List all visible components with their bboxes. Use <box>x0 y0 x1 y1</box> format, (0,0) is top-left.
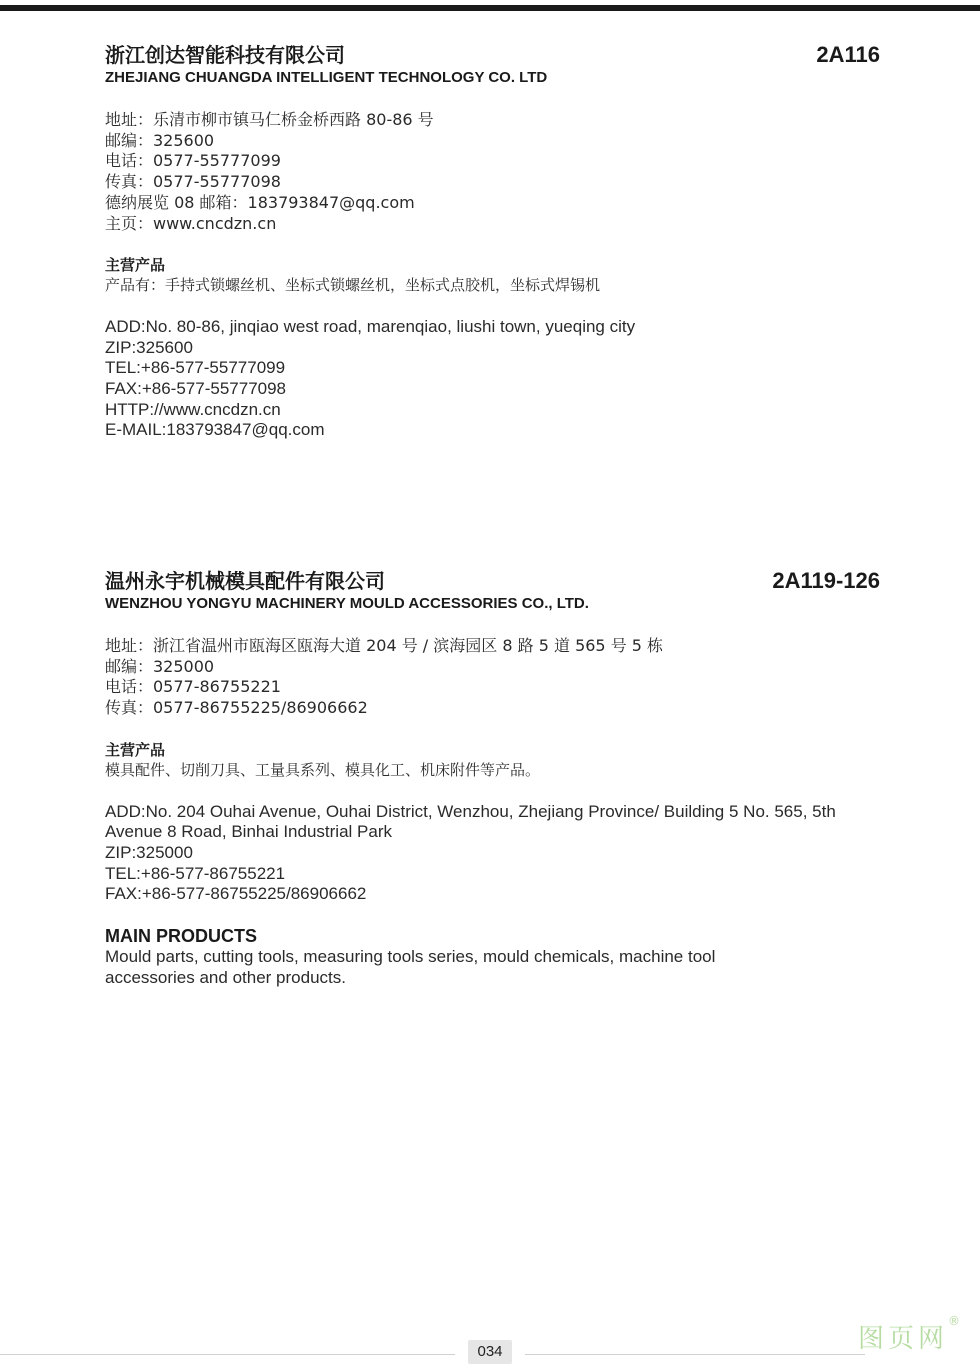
main-products-en: Mould parts, cutting tools, measuring tools series, mould chemicals, machine tool accessories and other products. <box>105 947 716 987</box>
watermark-text: 图页网 <box>858 1324 949 1354</box>
zip-cn: 邮编：325600 <box>105 130 215 150</box>
main-products-heading-en: MAIN PRODUCTS <box>105 926 257 947</box>
email-cn: 德纳展览 08 邮箱：183793847@qq.com <box>105 192 415 212</box>
fax-en: FAX:+86-577-55777098 <box>105 379 287 399</box>
company-name-cn: 温州永宇机械模具配件有限公司 <box>105 569 385 593</box>
zip-en: ZIP:325000 <box>105 842 193 862</box>
footer-rule-right <box>525 1354 865 1355</box>
phone-cn: 电话：0577-55777099 <box>105 151 281 171</box>
email-en: E-MAIL:183793847@qq.com <box>105 420 325 440</box>
address-cn: 地址：乐清市柳市镇马仁桥金桥西路 80-86 号 <box>105 110 434 129</box>
fax-cn: 传真：0577-86755225/86906662 <box>105 698 368 718</box>
fax-cn: 传真：0577-55777098 <box>105 172 281 192</box>
company-name-cn: 浙江创达智能科技有限公司 <box>105 43 345 67</box>
company-entry-yongyu <box>105 568 880 988</box>
zip-cn: 邮编：325000 <box>105 656 215 676</box>
tel-en: TEL:+86-577-55777099 <box>105 358 286 378</box>
address-en: ADD:No. 204 Ouhai Avenue, Ouhai District, Wenzhou, Zhejiang Province/ Building 5 No. 565, 5th Avenue 8 Road, Binhai Industrial Park <box>105 801 836 842</box>
contact-en <box>105 843 880 905</box>
main-products-heading-cn: 主营产品 <box>105 740 166 759</box>
fax-en: FAX:+86-577-86755225/86906662 <box>105 884 367 904</box>
company-entry-chuangda <box>105 42 880 441</box>
contact-cn <box>105 636 880 719</box>
footer-rule-left <box>0 1354 455 1355</box>
address-en: ADD:No. 80-86, jinqiao west road, marenqiao, liushi town, yueqing city <box>105 316 636 336</box>
main-products-cn: 模具配件、切削刀具、工量具系列、模具化工、机床附件等产品。 <box>105 760 541 779</box>
top-rule <box>0 5 980 11</box>
contact-en <box>105 317 880 441</box>
main-products-cn: 产品有：手持式锁螺丝机、坐标式锁螺丝机，坐标式点胶机，坐标式焊锡机 <box>105 276 601 295</box>
booth-number: 2A116 <box>816 42 880 67</box>
main-products-heading-cn: 主营产品 <box>105 256 166 275</box>
website-en: HTTP://www.cncdzn.cn <box>105 399 281 419</box>
contact-cn <box>105 110 880 234</box>
phone-cn: 电话：0577-86755221 <box>105 677 281 697</box>
contact-en-block <box>105 802 880 843</box>
company-name-en: ZHEJIANG CHUANGDA INTELLIGENT TECHNOLOGY CO. LTD <box>105 69 548 86</box>
watermark-logo <box>858 1314 961 1355</box>
tel-en: TEL:+86-577-86755221 <box>105 863 286 883</box>
zip-en: ZIP:325600 <box>105 337 193 357</box>
registered-mark: ® <box>948 1314 961 1329</box>
booth-number: 2A119-126 <box>772 568 880 593</box>
website-cn: 主页：www.cncdzn.cn <box>105 213 277 233</box>
address-cn: 地址：浙江省温州市瓯海区瓯海大道 204 号 / 滨海园区 8 路 5 道 565 号 5 栋 <box>105 636 664 655</box>
page-footer <box>0 1337 980 1366</box>
page-number: 034 <box>468 1340 512 1364</box>
company-name-en: WENZHOU YONGYU MACHINERY MOULD ACCESSORIES CO., LTD. <box>105 595 589 612</box>
